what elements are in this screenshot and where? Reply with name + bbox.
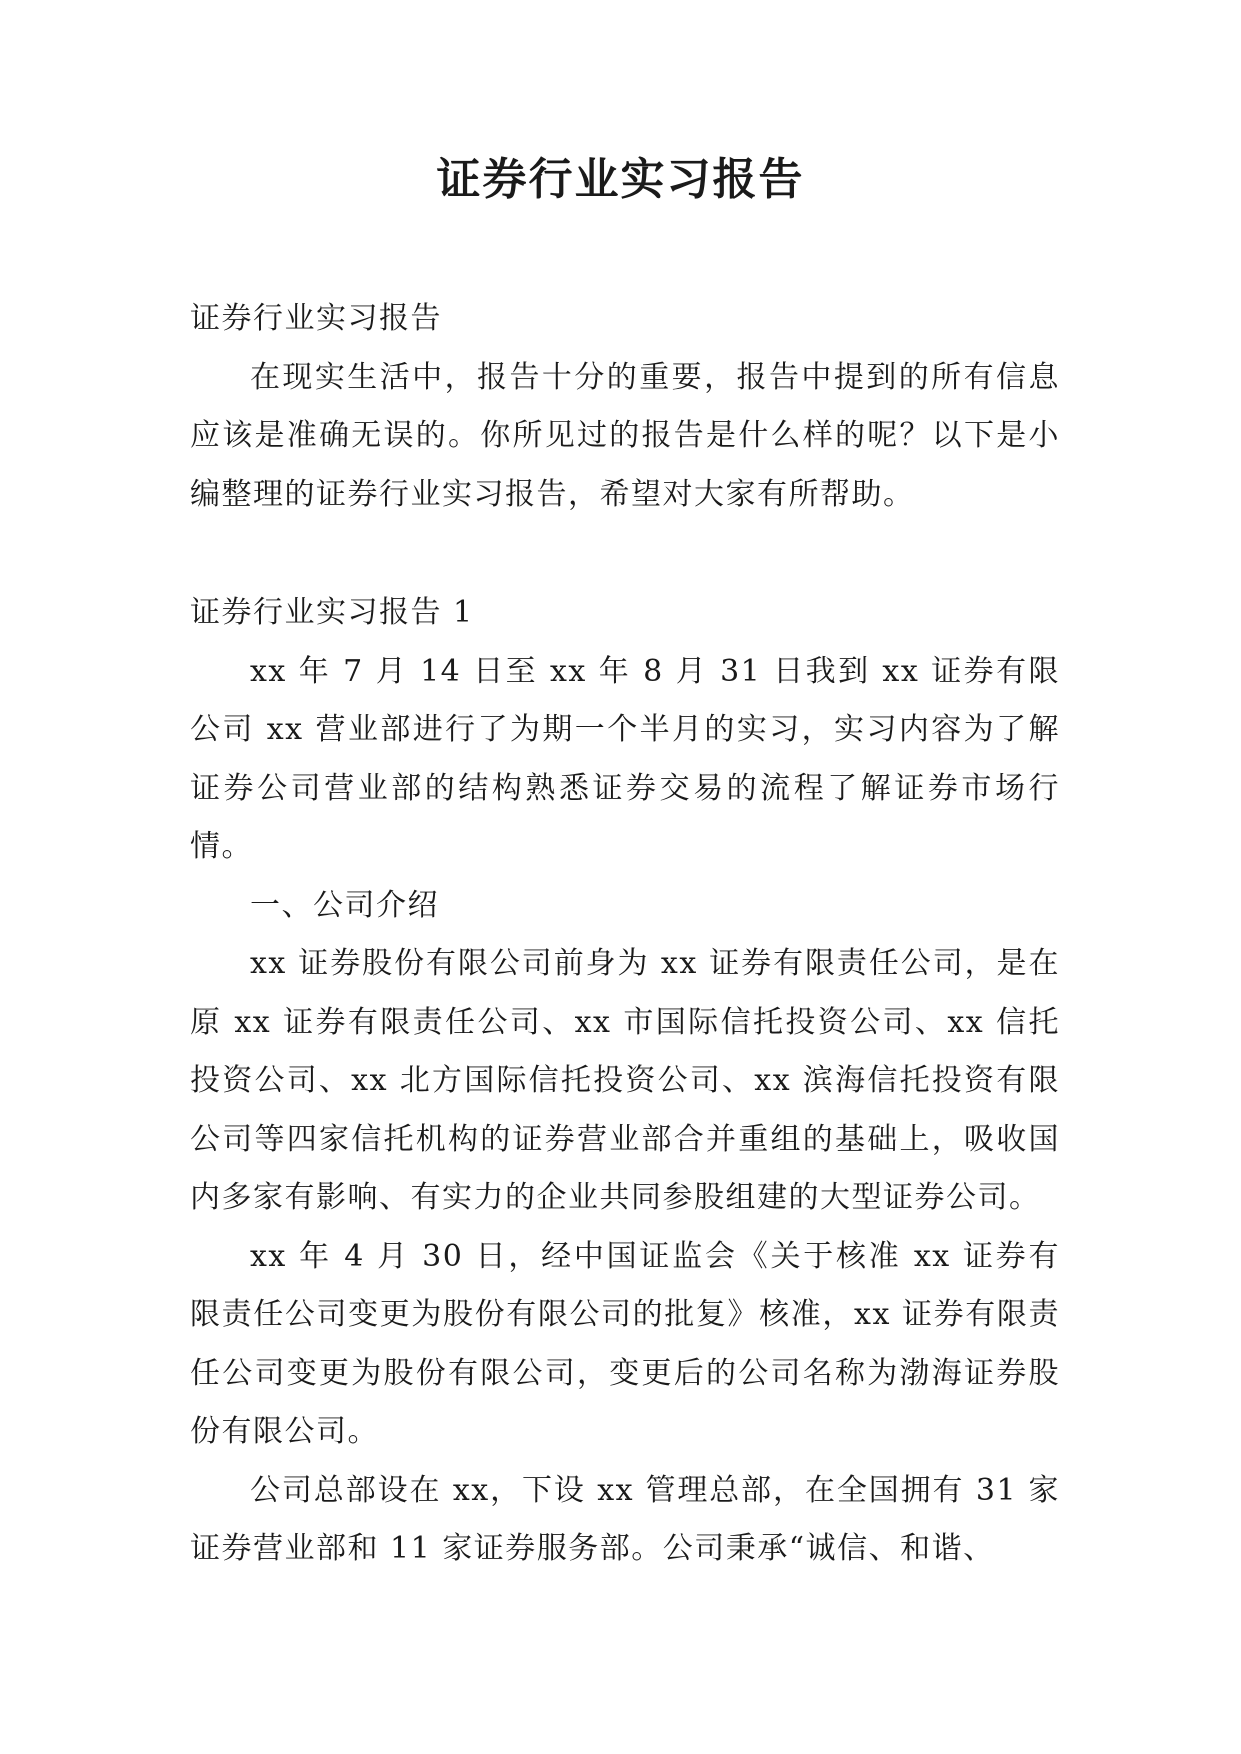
- body-paragraph: xx 证券股份有限公司前身为 xx 证券有限责任公司，是在原 xx 证券有限责任公司、xx 市国际信托投资公司、xx 信托投资公司、xx 北方国际信托投资公司、xx 滨海信托投资有限公司等四家信托机构的证券营业部合并重组的基础上，吸收国内多家有影响、有实力的企业共同参股组建的大型证券公司。: [190, 946, 1060, 1215]
- document-body: [190, 290, 1060, 1579]
- body-paragraph: xx 年 4 月 30 日，经中国证监会《关于核准 xx 证券有限责任公司变更为股份有限公司的批复》核准，xx 证券有限责任公司变更为股份有限公司，变更后的公司名称为渤海证券股份有限公司。: [190, 1238, 1060, 1449]
- document-title: 证券行业实习报告: [436, 154, 805, 205]
- body-paragraph: 公司总部设在 xx，下设 xx 管理总部，在全国拥有 31 家证券营业部和 11 家证券服务部。公司秉承“诚信、和谐、: [190, 1472, 1060, 1566]
- intro-paragraph: 在现实生活中，报告十分的重要，报告中提到的所有信息应该是准确无误的。你所见过的报告是什么样的呢？以下是小编整理的证券行业实习报告，希望对大家有所帮助。: [190, 359, 1060, 512]
- section-heading: 证券行业实习报告: [190, 301, 442, 336]
- subsection-heading: 一、公司介绍: [250, 887, 439, 923]
- body-paragraph: xx 年 7 月 14 日至 xx 年 8 月 31 日我到 xx 证券有限公司 xx 营业部进行了为期一个半月的实习，实习内容为了解证券公司营业部的结构熟悉证券交易的流程了解证券市场行情。: [190, 653, 1060, 864]
- report-heading: 证券行业实习报告 1: [190, 595, 474, 630]
